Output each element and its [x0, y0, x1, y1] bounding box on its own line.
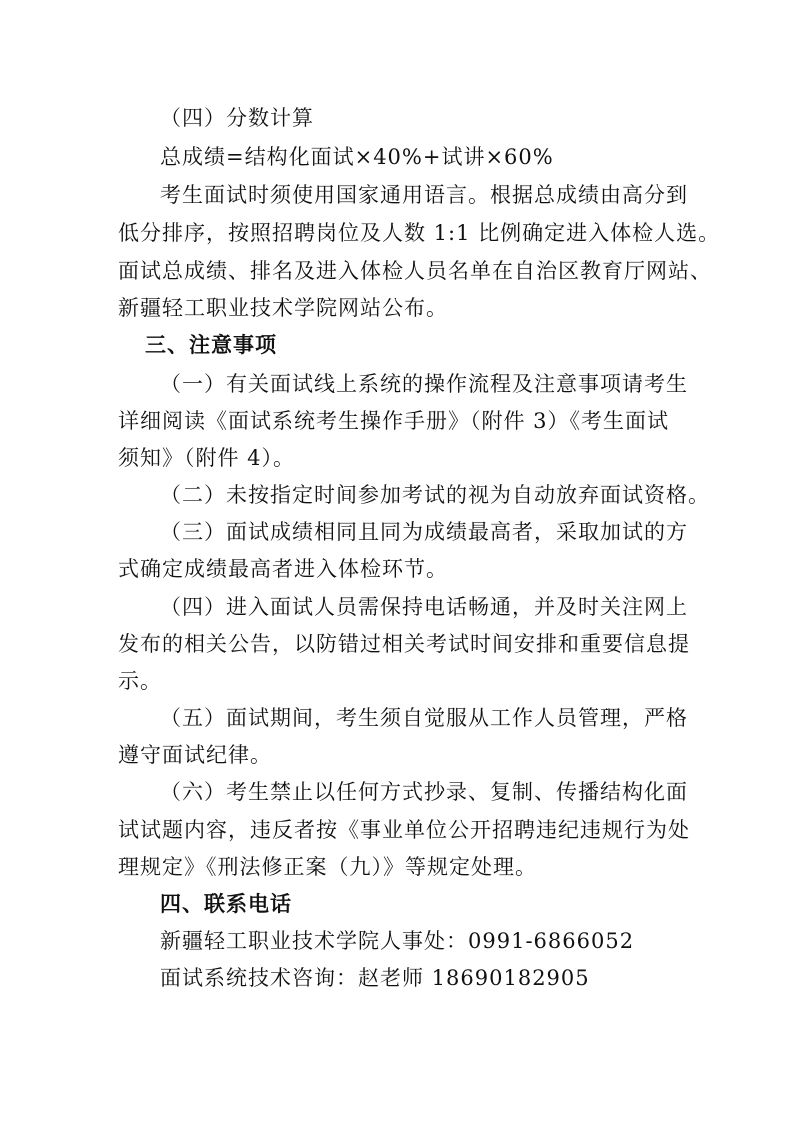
notice-item-6-line-3: 理规定》《刑法修正案（九）》等规定处理。	[118, 855, 537, 879]
notice-item-3-line-1: （三）面试成绩相同且同为成绩最高者，采取加试的方	[160, 520, 688, 544]
score-paragraph-line-1: 考生面试时须使用国家通用语言。根据总成绩由高分到	[160, 183, 688, 207]
notice-item-6-line-2: 试试题内容，违反者按《事业单位公开招聘违纪违规行为处	[118, 818, 690, 842]
notice-item-4-line-3: 示。	[118, 669, 162, 693]
score-paragraph-line-3: 面试总成绩、排名及进入体检人员名单在自治区教育厅网站、	[118, 259, 712, 283]
notice-item-1-line-1: （一）有关面试线上系统的操作流程及注意事项请考生	[160, 372, 688, 396]
score-formula: 总成绩=结构化面试×40%+试讲×60%	[160, 145, 554, 169]
notice-item-4-line-1: （四）进入面试人员需保持电话畅通，并及时关注网上	[160, 595, 688, 619]
notice-item-5-line-1: （五）面试期间，考生须自觉服从工作人员管理，严格	[160, 706, 688, 730]
notice-item-2-line-1: （二）未按指定时间参加考试的视为自动放弃面试资格。	[160, 483, 710, 507]
notice-item-5-line-2: 遵守面试纪律。	[118, 743, 272, 767]
score-paragraph-line-2: 低分排序，按照招聘岗位及人数 1:1 比例确定进入体检人选。	[118, 221, 721, 245]
contact-heading: 四、联系电话	[160, 892, 292, 916]
score-paragraph-line-4: 新疆轻工职业技术学院网站公布。	[118, 296, 448, 320]
notice-item-3-line-2: 式确定成绩最高者进入体检环节。	[118, 557, 448, 581]
notice-item-1-line-2: 详细阅读《面试系统考生操作手册》（附件 3）《考生面试	[118, 409, 670, 433]
notice-item-4-line-2: 发布的相关公告，以防错过相关考试时间安排和重要信息提	[118, 632, 690, 656]
notice-item-6-line-1: （六）考生禁止以任何方式抄录、复制、传播结构化面	[160, 780, 688, 804]
notice-item-1-line-3: 须知》（附件 4）。	[118, 446, 296, 470]
contact-tech-phone: 面试系统技术咨询：赵老师 18690182905	[160, 966, 590, 990]
notices-heading: 三、注意事项	[145, 333, 277, 357]
contact-hr-phone: 新疆轻工职业技术学院人事处：0991-6866052	[160, 929, 635, 953]
score-calculation-heading: （四）分数计算	[160, 106, 314, 130]
